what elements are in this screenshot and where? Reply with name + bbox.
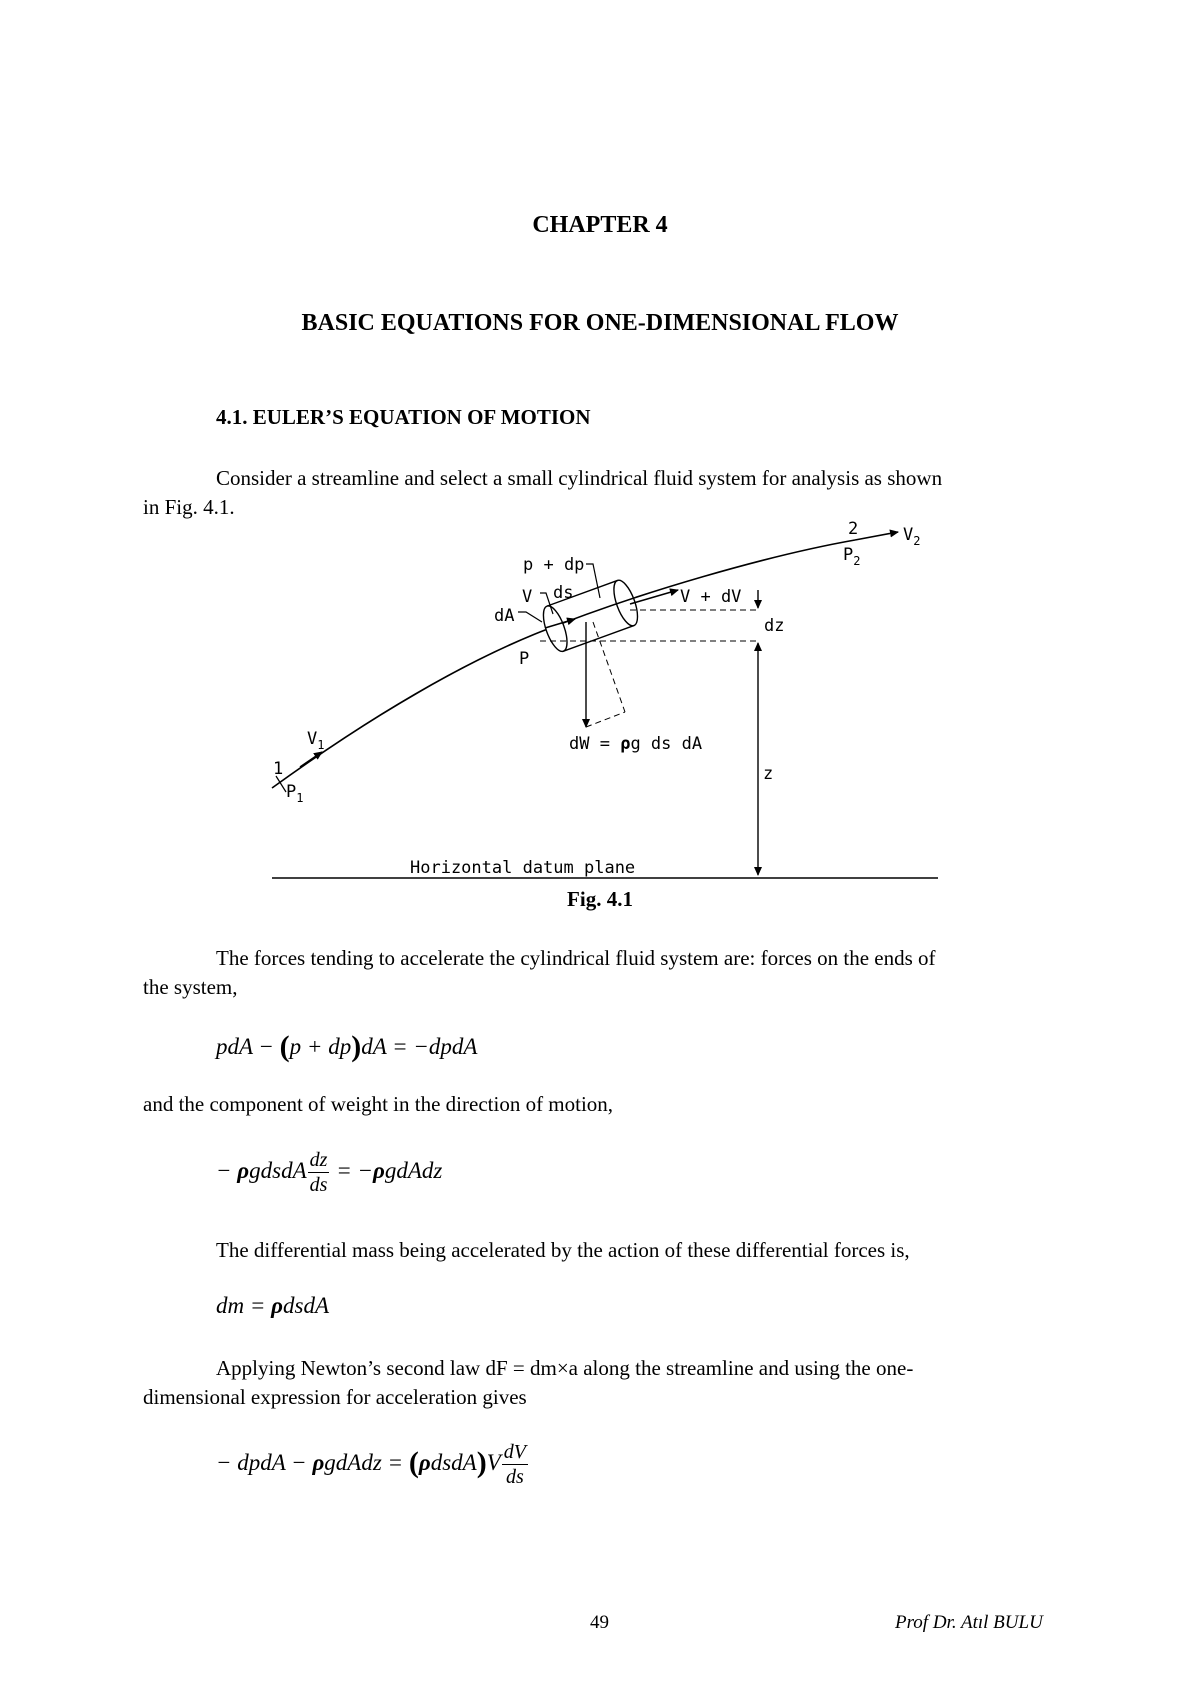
v2-arrow [855,532,898,540]
label-p-dp: p + dp [523,555,585,575]
label-point-1: 1 [273,759,284,779]
label-point-2: 2 [848,519,859,539]
footer-author: Prof Dr. Atıl BULU [895,1612,1043,1633]
mass-paragraph [143,1236,1063,1265]
label-z: z [763,764,774,784]
label-v-dv: V + dV [680,587,742,607]
label-dw: dW = ρg ds dA [569,734,703,754]
p-dp-leader [586,564,600,598]
forces-line-2: the system, [143,975,238,999]
fraction-dv-ds: $\frac{dV}{ds}$ [503,1441,526,1488]
newton-paragraph [143,1354,1063,1412]
equation-differential-mass: dm = ρdsdA [216,1293,329,1318]
figure-caption: Fig. 4.1 [567,887,633,911]
weight-component-line [593,622,625,712]
label-ds: ds [553,583,574,603]
streamline [272,540,855,788]
label-p2: $P_2$ [843,545,861,568]
newton-line-2: dimensional expression for acceleration gives [143,1385,527,1409]
mass-line: The differential mass being accelerated by the action of these differential forces is, [216,1238,910,1262]
newton-line-1: Applying Newton’s second law dF = dm×a along the streamline and using the one- [216,1356,914,1380]
label-v: V [522,587,533,607]
label-v1: $V_1$ [307,729,325,752]
chapter-title: BASIC EQUATIONS FOR ONE-DIMENSIONAL FLOW [301,310,899,336]
label-dz: dz [764,616,785,636]
page-number: 49 [590,1612,609,1633]
chapter-heading: CHAPTER 4 [532,212,668,238]
label-p1: $P_1$ [286,782,304,805]
section-heading: 4.1. EULER’S EQUATION OF MOTION [216,405,591,429]
equation-end-forces: pdA − (p + dp)dA = −dpdA [216,1030,478,1063]
intro-line-2: in Fig. 4.1. [143,495,235,519]
equation-weight-component: − ρgdsdA $\frac{dz}{ds}$ = −ρgdAdz [216,1149,443,1196]
label-p: P [519,649,530,669]
label-datum: Horizontal datum plane [410,858,636,878]
label-v2: $V_2$ [903,525,921,548]
forces-paragraph [143,944,1063,1002]
fraction-dz-ds: $\frac{dz}{ds}$ [309,1149,328,1196]
weight-perp-line [586,712,625,727]
da-leader [518,612,542,622]
label-da: dA [494,606,515,626]
intro-line-1: Consider a streamline and select a small cylindrical fluid system for analysis as shown [216,466,943,490]
equation-euler: − dpdA − ρgdAdz = (ρdsdA)V $\frac{dV}{ds}$ [216,1441,526,1488]
weight-paragraph: and the component of weight in the direction of motion, [143,1092,614,1116]
v1-arrow [300,752,322,767]
forces-line-1: The forces tending to accelerate the cylindrical fluid system are: forces on the ends of [216,946,936,970]
